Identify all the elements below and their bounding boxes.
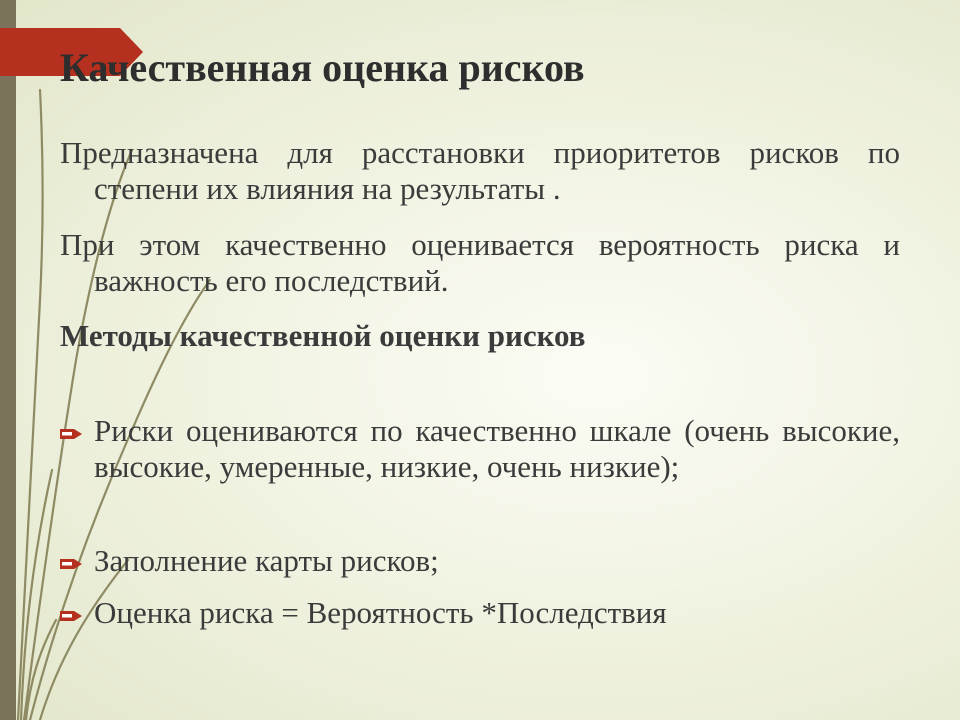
bullet-text: Заполнение карты рисков; — [94, 543, 439, 578]
bullet-text: Риски оцениваются по качественно шкале (очень высокие, высокие, умеренные, низкие, очень низкие); — [94, 413, 900, 484]
bullet-text: Оценка риска = Вероятность *Последствия — [94, 595, 667, 630]
methods-heading: Методы качественной оценки рисков — [60, 318, 586, 353]
arrow-bullet-icon — [60, 558, 84, 570]
arrow-bullet-icon — [60, 428, 84, 440]
arrow-bullet-icon — [60, 610, 84, 622]
bullet-item — [60, 543, 900, 579]
paragraph-purpose: Предназначена для расстановки приоритетов рисков по степени их влияния на результаты . — [60, 135, 900, 206]
slide-title: Качественная оценка рисков — [60, 45, 585, 90]
bullet-item — [60, 595, 900, 631]
paragraph-assessment: При этом качественно оценивается вероятность риска и важность его последствий. — [60, 227, 900, 298]
bullet-item — [60, 413, 900, 485]
